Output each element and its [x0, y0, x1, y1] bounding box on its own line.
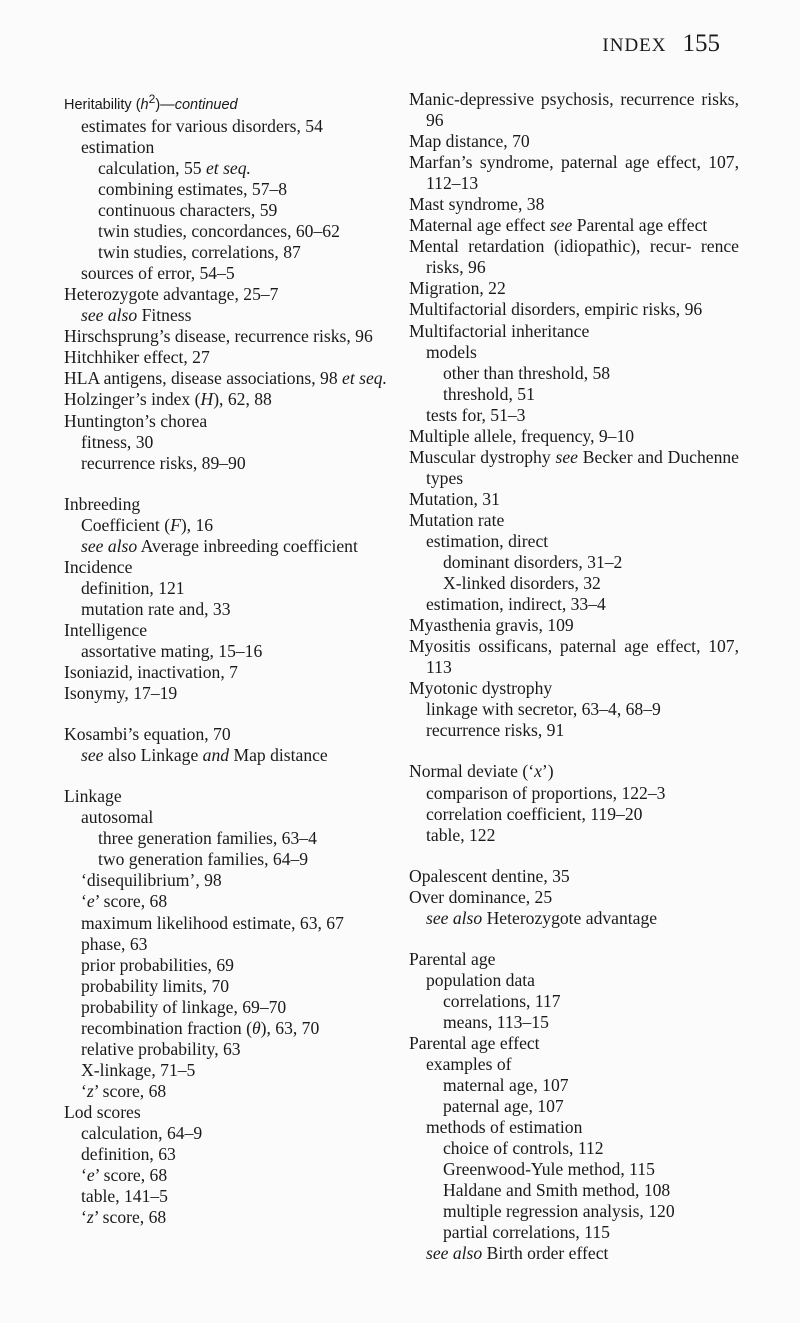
index-subentry [409, 991, 739, 1012]
entry-text: Mutation, 31 [409, 488, 500, 509]
index-subentry [64, 1207, 390, 1228]
index-entry [409, 949, 739, 970]
entry-text: estimates for various disorders, 54 [81, 115, 323, 136]
index-entry [409, 89, 739, 131]
index-entry [64, 494, 390, 515]
index-subentry [409, 825, 739, 846]
index-subentry [64, 432, 390, 453]
entry-text: ‘ [81, 1080, 87, 1101]
entry-text-after: ), 63, 70 [260, 1017, 320, 1038]
index-subentry [64, 1186, 390, 1207]
entry-text: Myotonic dystrophy [409, 678, 553, 699]
entry-text: Birth order effect [482, 1243, 609, 1264]
index-subentry [409, 1096, 739, 1117]
index-subentry [64, 599, 390, 620]
entry-text: methods of estimation [426, 1117, 583, 1138]
entry-italic: and [202, 745, 230, 766]
entry-text: also Linkage [103, 745, 203, 766]
index-entry [409, 236, 739, 278]
entry-italic: z [86, 1207, 94, 1228]
entry-text: ‘ [81, 891, 87, 912]
entry-text: recurrence risks, 91 [426, 720, 565, 741]
index-subentry [409, 1201, 739, 1222]
entry-text: Myositis ossificans, paternal age effect, 107, 113 [409, 636, 739, 678]
entry-see-reference: see also [81, 535, 138, 556]
entry-text: calculation, 55 [98, 157, 206, 178]
index-subentry [64, 976, 390, 997]
entry-text: twin studies, correlations, 87 [98, 242, 301, 263]
entry-text: Muscular dystrophy [409, 446, 556, 467]
index-entry [409, 636, 739, 678]
group-spacer [64, 704, 390, 724]
index-subentry [409, 699, 739, 720]
entry-italic: H [200, 389, 214, 410]
entry-text: Multiple allele, frequency, 9–10 [409, 425, 635, 446]
index-entry [64, 786, 390, 807]
entry-italic: e [86, 1165, 95, 1186]
entry-text: Parental age [409, 948, 496, 969]
index-entry [409, 321, 739, 342]
index-subentry [64, 1165, 390, 1186]
entry-text: maternal age, 107 [443, 1075, 569, 1096]
entry-text: assortative mating, 15–16 [81, 641, 263, 661]
entry-text-after: ), 62, 88 [213, 389, 272, 410]
index-entry [409, 489, 739, 510]
index-subentry [64, 242, 390, 263]
entry-text: Myasthenia gravis, 109 [409, 615, 574, 636]
heading-text-after: )— [155, 96, 175, 113]
entry-text: ‘ [81, 1207, 87, 1228]
index-entry [64, 557, 390, 578]
index-entry [409, 152, 739, 194]
heading-text: Heritability ( [64, 96, 141, 113]
entry-text: table, 122 [426, 824, 496, 845]
index-subentry [409, 1012, 739, 1033]
entry-italic: et seq. [342, 368, 387, 389]
entry-text: Isoniazid, inactivation, 7 [64, 662, 238, 683]
index-subentry [64, 179, 390, 200]
entry-text: ‘disequilibrium’, 98 [81, 870, 222, 891]
index-entry [64, 620, 390, 641]
entry-see-reference: see also [426, 907, 483, 928]
entry-italic: et seq. [205, 157, 251, 178]
index-subentry [64, 578, 390, 599]
entry-text: Hirschsprung’s disease, recurrence risks, 96 [64, 326, 373, 347]
entry-text: Haldane and Smith method, 108 [443, 1180, 671, 1201]
continued-label: continued [174, 96, 238, 113]
entry-text: autosomal [81, 807, 154, 828]
entry-text: HLA antigens, disease associations, 98 [64, 368, 343, 389]
continued-heading [64, 89, 390, 116]
entry-text: Manic-depressive psychosis, recurrence risks, 96 [409, 89, 739, 131]
entry-text: maximum likelihood estimate, 63, 67 [81, 912, 344, 933]
entry-text: Opalescent dentine, 35 [409, 865, 570, 886]
index-subentry [409, 1159, 739, 1180]
entry-text: comparison of proportions, 122–3 [426, 782, 666, 803]
entry-text: Linkage [64, 786, 122, 807]
entry-text-after: ’ score, 68 [94, 891, 168, 912]
index-subentry [409, 783, 739, 804]
entry-text-after: ’ score, 68 [94, 1165, 168, 1186]
index-subentry [64, 913, 390, 934]
entry-text: probability limits, 70 [81, 975, 230, 996]
index-entry [409, 615, 739, 636]
entry-text: Heterozygote advantage, 25–7 [64, 284, 279, 305]
index-subentry [409, 804, 739, 825]
entry-text: examples of [426, 1054, 512, 1075]
entry-text: three generation families, 63–4 [98, 828, 317, 849]
entry-text: Kosambi’s equation, 70 [64, 724, 231, 745]
entry-text: table, 141–5 [81, 1186, 168, 1207]
entry-text: linkage with secretor, 63–4, 68–9 [426, 699, 661, 720]
index-entry [409, 131, 739, 152]
group-spacer [64, 474, 390, 494]
entry-text-after: Map distance [229, 745, 328, 766]
running-head [602, 30, 720, 58]
entry-text: Inbreeding [64, 493, 141, 514]
index-subentry [64, 891, 390, 912]
index-subentry [409, 363, 739, 384]
group-spacer [64, 766, 390, 786]
index-subentry [409, 1117, 739, 1138]
index-subentry [64, 158, 390, 179]
index-subentry [64, 515, 390, 536]
entry-text: Normal deviate (‘ [409, 761, 535, 782]
entry-text: choice of controls, 112 [443, 1138, 604, 1159]
index-subentry [64, 828, 390, 849]
index-subentry [409, 342, 739, 363]
index-subentry [64, 200, 390, 221]
index-entry [64, 347, 390, 368]
entry-text: Intelligence [64, 619, 148, 640]
entry-see-reference: see also [426, 1243, 483, 1264]
index-subentry [64, 745, 390, 766]
index-subentry [64, 870, 390, 891]
index-subentry [409, 908, 739, 929]
entry-text: definition, 121 [81, 577, 185, 598]
index-subentry [64, 849, 390, 870]
index-entry [409, 426, 739, 447]
entry-text: other than threshold, 58 [443, 362, 611, 383]
entry-text: Huntington’s chorea [64, 410, 208, 431]
entry-text: X-linked disorders, 32 [443, 573, 601, 594]
entry-text: Map distance, 70 [409, 131, 530, 152]
entry-text: dominant disorders, 31–2 [443, 552, 623, 573]
index-entry [409, 215, 739, 236]
entry-text: Marfan’s syndrome, paternal age effect, 107, 112–13 [409, 152, 739, 194]
entry-text: threshold, 51 [443, 383, 535, 404]
index-subentry [64, 955, 390, 976]
index-subentry [64, 1123, 390, 1144]
entry-text: probability of linkage, 69–70 [81, 996, 287, 1017]
index-subentry [409, 531, 739, 552]
index-subentry [409, 1243, 739, 1264]
entry-text: Multifactorial inheritance [409, 320, 590, 341]
group-spacer [409, 846, 739, 866]
entry-text: Fitness [137, 305, 192, 326]
index-subentry [64, 536, 390, 557]
entry-text: Parental age effect [409, 1032, 540, 1053]
entry-text: Incidence [64, 556, 133, 577]
entry-text: Holzinger’s index ( [64, 389, 201, 410]
entry-text-after: ), 16 [180, 514, 214, 535]
index-entry [409, 299, 739, 320]
entry-text-after: Becker and Duchenne types [426, 446, 739, 488]
index-entry [409, 194, 739, 215]
entry-text: Multifactorial disorders, empiric risks, 96 [409, 299, 703, 320]
index-subentry [64, 807, 390, 828]
entry-see-reference: see also [81, 305, 138, 326]
section-title: INDEX [602, 35, 667, 56]
entry-text: Migration, 22 [409, 278, 506, 299]
entry-text: Heterozygote advantage [482, 907, 658, 928]
index-subentry [409, 970, 739, 991]
entry-text: Hitchhiker effect, 27 [64, 347, 210, 368]
entry-text: two generation families, 64–9 [98, 849, 309, 870]
entry-italic: θ [251, 1017, 261, 1038]
entry-text: estimation, direct [426, 530, 549, 551]
index-subentry [64, 997, 390, 1018]
index-entry [64, 411, 390, 432]
index-entry [64, 662, 390, 683]
entry-text: recurrence risks, 89–90 [81, 452, 246, 473]
entry-text: correlations, 117 [443, 990, 561, 1011]
entry-italic: see [549, 215, 573, 236]
index-entry [409, 678, 739, 699]
entry-text: models [426, 341, 477, 362]
entry-see-reference: see [81, 745, 104, 766]
entry-text: estimation, indirect, 33–4 [426, 594, 606, 615]
index-subentry [64, 1081, 390, 1102]
index-subentry [409, 1180, 739, 1201]
entry-text: relative probability, 63 [81, 1038, 241, 1059]
index-entry [64, 284, 390, 305]
entry-text: Greenwood-Yule method, 115 [443, 1159, 655, 1180]
index-subentry [64, 305, 390, 326]
entry-text: Average inbreeding coefficient [137, 535, 358, 556]
index-subentry [64, 1018, 390, 1039]
index-subentry [64, 116, 390, 137]
index-entry [409, 866, 739, 887]
index-entry [64, 326, 390, 347]
index-subentry [409, 573, 739, 594]
entry-italic: see [555, 446, 578, 467]
index-entry [409, 510, 739, 531]
entry-italic: F [170, 514, 181, 535]
group-spacer [409, 929, 739, 949]
entry-text: phase, 63 [81, 933, 148, 954]
index-entry [409, 887, 739, 908]
index-subentry [409, 720, 739, 741]
index-subentry [409, 594, 739, 615]
entry-italic: e [86, 891, 95, 912]
index-subentry [409, 384, 739, 405]
entry-text: recombination fraction ( [81, 1017, 252, 1038]
entry-text-after: Parental age effect [572, 215, 708, 236]
entry-text: Isonymy, 17–19 [64, 683, 178, 704]
entry-italic: x [534, 761, 542, 782]
entry-text: ‘ [81, 1165, 87, 1186]
index-subentry [64, 641, 390, 662]
entry-text: correlation coefficient, 119–20 [426, 803, 643, 824]
index-subentry [409, 1054, 739, 1075]
index-subentry [64, 453, 390, 474]
entry-text: Over dominance, 25 [409, 886, 553, 907]
entry-text: tests for, 51–3 [426, 404, 526, 425]
entry-text-after: ’ score, 68 [93, 1080, 167, 1101]
heading-symbol: h [140, 96, 149, 113]
entry-text: continuous characters, 59 [98, 200, 278, 221]
entry-text: Maternal age effect [409, 215, 550, 236]
entry-text: population data [426, 969, 535, 990]
entry-text: Mast syndrome, 38 [409, 194, 545, 215]
index-entry [64, 724, 390, 745]
index-subentry [409, 552, 739, 573]
entry-text: Lod scores [64, 1101, 141, 1122]
index-entry [409, 278, 739, 299]
entry-text: Mutation rate [409, 509, 505, 530]
index-subentry [409, 405, 739, 426]
entry-italic: z [86, 1080, 94, 1101]
entry-text: twin studies, concordances, 60–62 [98, 221, 340, 242]
index-column-right [409, 89, 739, 1264]
entry-text: means, 113–15 [443, 1011, 549, 1032]
entry-text: partial correlations, 115 [443, 1222, 610, 1243]
index-column-left [64, 89, 390, 1228]
index-subentry [64, 1039, 390, 1060]
heading-superscript: 2 [148, 92, 156, 106]
index-entry [64, 683, 390, 704]
page-number: 155 [682, 30, 720, 57]
index-entry [64, 1102, 390, 1123]
index-entry [64, 368, 390, 389]
index-subentry [64, 263, 390, 284]
entry-text: prior probabilities, 69 [81, 954, 234, 975]
index-subentry [409, 1075, 739, 1096]
entry-text: multiple regression analysis, 120 [443, 1201, 675, 1222]
entry-text: estimation [81, 136, 155, 157]
entry-text: mutation rate and, 33 [81, 598, 231, 619]
entry-text: combining estimates, 57–8 [98, 179, 288, 200]
index-entry [409, 761, 739, 782]
index-subentry [64, 934, 390, 955]
index-subentry [409, 1222, 739, 1243]
entry-text-after: ’ score, 68 [93, 1207, 167, 1228]
entry-text: calculation, 64–9 [81, 1122, 203, 1143]
entry-text: Coefficient ( [81, 514, 171, 535]
entry-text: Mental retardation (idiopathic), recur- rence risks, 96 [409, 236, 739, 278]
index-subentry [64, 221, 390, 242]
index-subentry [64, 1144, 390, 1165]
index-subentry [409, 1138, 739, 1159]
entry-text: fitness, 30 [81, 431, 154, 452]
group-spacer [409, 741, 739, 761]
index-subentry [64, 137, 390, 158]
entry-text-after: ’) [541, 761, 554, 782]
index-entry [64, 389, 390, 410]
entry-text: sources of error, 54–5 [81, 263, 235, 284]
entry-text: X-linkage, 71–5 [81, 1059, 196, 1080]
index-subentry [64, 1060, 390, 1081]
entry-text: paternal age, 107 [443, 1096, 564, 1117]
entry-text: definition, 63 [81, 1144, 176, 1165]
index-entry [409, 447, 739, 489]
index-entry [409, 1033, 739, 1054]
